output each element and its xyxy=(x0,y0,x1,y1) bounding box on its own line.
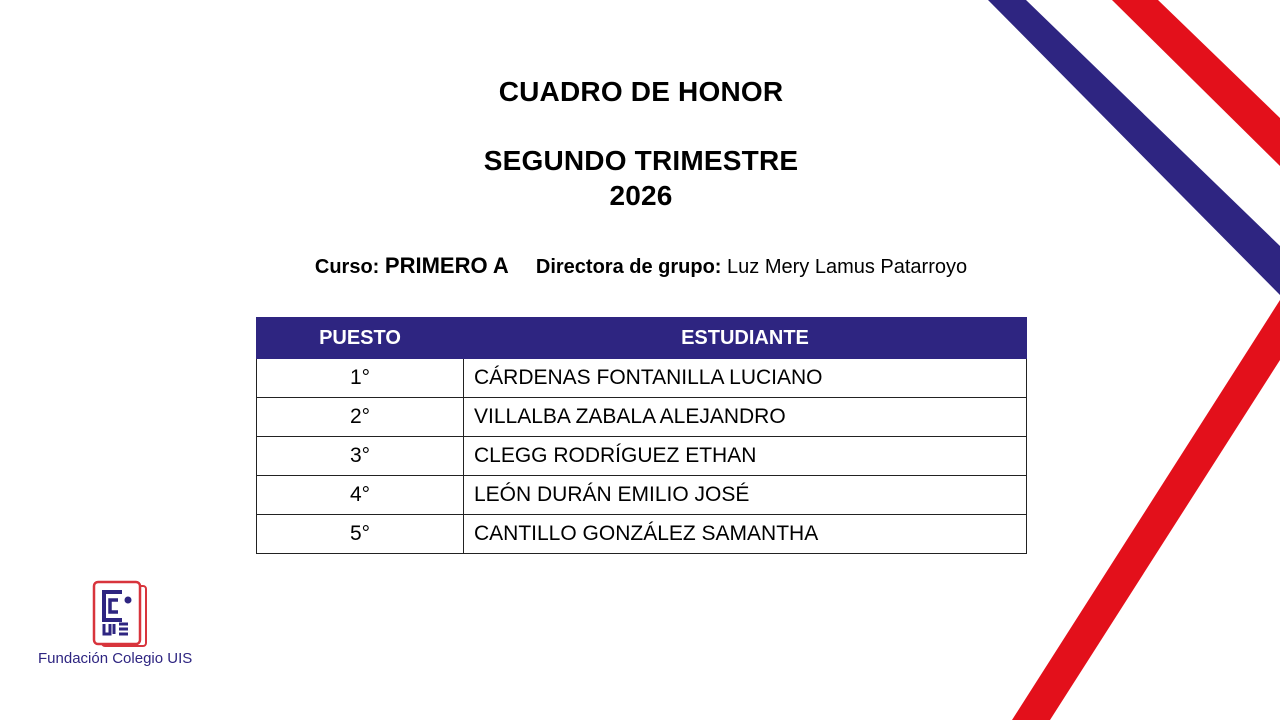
student-cell: CLEGG RODRÍGUEZ ETHAN xyxy=(464,437,1027,476)
student-cell: CÁRDENAS FONTANILLA LUCIANO xyxy=(464,359,1027,398)
table-row xyxy=(257,515,1027,554)
red-stripe-bottom xyxy=(1012,300,1280,720)
table-row xyxy=(257,359,1027,398)
student-cell: VILLALBA ZABALA ALEJANDRO xyxy=(464,398,1027,437)
table-header-row xyxy=(257,318,1027,359)
course-label: Curso: xyxy=(314,256,380,278)
year-title: 2026 xyxy=(609,180,673,211)
page-title: CUADRO DE HONOR xyxy=(498,76,784,107)
table-row xyxy=(257,476,1027,515)
student-cell: LEÓN DURÁN EMILIO JOSÉ xyxy=(464,476,1027,515)
period-title: SEGUNDO TRIMESTRE xyxy=(483,145,799,176)
column-header-student: ESTUDIANTE xyxy=(464,318,1027,359)
column-header-position: PUESTO xyxy=(257,318,464,359)
position-cell: 4° xyxy=(257,476,464,515)
course-info xyxy=(0,253,1280,279)
director-value: Luz Mery Lamus Patarroyo xyxy=(727,256,968,278)
position-cell: 5° xyxy=(257,515,464,554)
director-label: Directora de grupo: xyxy=(535,256,722,278)
honor-table xyxy=(256,317,1027,554)
logo-text: Fundación Colegio UIS xyxy=(38,650,193,667)
position-cell: 1° xyxy=(257,359,464,398)
student-cell: CANTILLO GONZÁLEZ SAMANTHA xyxy=(464,515,1027,554)
school-logo-icon xyxy=(92,580,148,648)
position-cell: 3° xyxy=(257,437,464,476)
course-value: PRIMERO A xyxy=(384,253,509,278)
table-row xyxy=(257,398,1027,437)
table-row xyxy=(257,437,1027,476)
position-cell: 2° xyxy=(257,398,464,437)
